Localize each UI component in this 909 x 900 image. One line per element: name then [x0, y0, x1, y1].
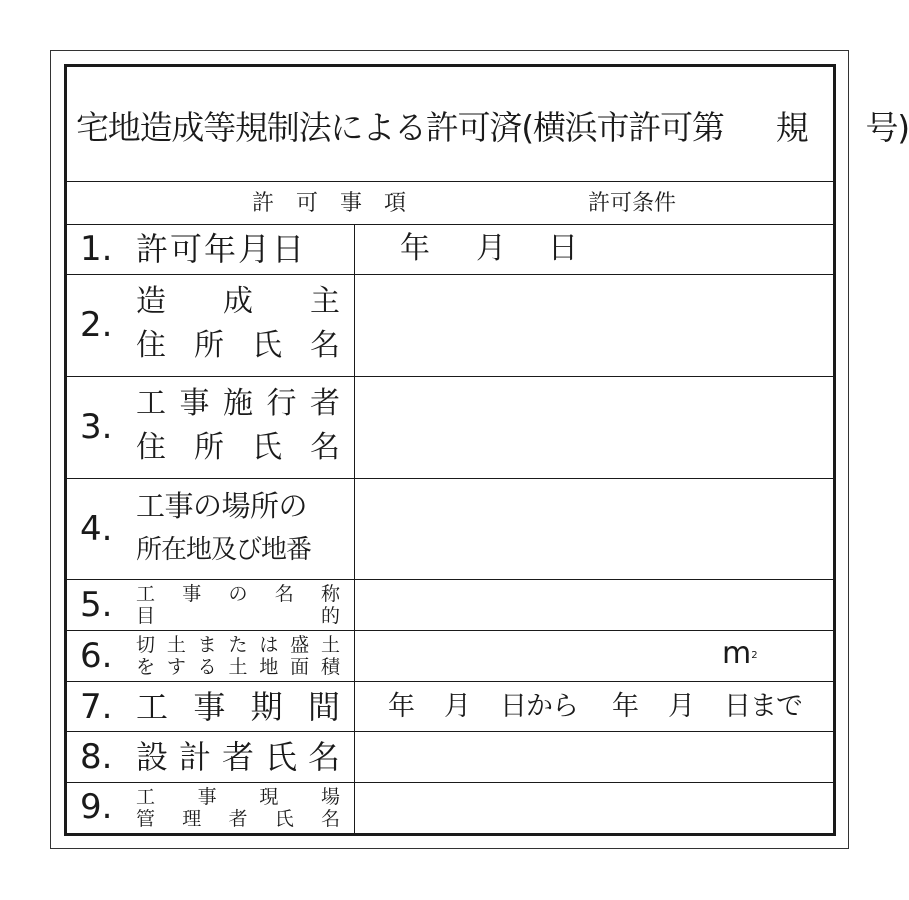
row-number: 5.	[80, 585, 113, 625]
label-char: た	[228, 634, 248, 656]
label-char: 切	[136, 634, 156, 656]
row-number: 2.	[80, 305, 113, 345]
row-label-line1	[136, 786, 340, 808]
divider-row2	[67, 376, 833, 377]
label-char: 施	[223, 386, 253, 421]
label-char: 者	[228, 808, 248, 830]
row-label-line2	[136, 605, 340, 627]
label-char: 名	[274, 583, 294, 605]
row-label: 許可年月日	[136, 230, 307, 268]
period-end-year: 年	[612, 691, 639, 722]
unit-superscript: 2	[751, 650, 758, 661]
divider-row5	[67, 630, 833, 631]
label-char: 計	[178, 738, 211, 776]
header-items: 許 可 事 項	[252, 191, 407, 216]
divider-row6	[67, 681, 833, 682]
label-char: 者	[310, 386, 340, 421]
label-char: 的	[320, 605, 340, 627]
period-end-day: 日まで	[724, 691, 802, 722]
label-char: 土	[228, 656, 248, 678]
row-label-line2	[136, 326, 340, 366]
label-char: 名	[307, 738, 340, 776]
label-char: 名	[310, 430, 340, 465]
label-char: 工	[136, 583, 156, 605]
unit-m: m	[722, 636, 752, 671]
label-char: 工	[136, 688, 169, 726]
divider-row3	[67, 478, 833, 479]
period-start-year: 年	[388, 691, 415, 722]
value-day: 日	[548, 231, 578, 266]
row-label-line2	[136, 656, 340, 678]
label-char: 地	[259, 656, 279, 678]
label-char: 工	[136, 386, 166, 421]
label-char: 所	[194, 430, 224, 465]
label-char: る	[197, 656, 217, 678]
area-unit	[722, 636, 758, 672]
period-start-month: 月	[444, 691, 471, 722]
label-char: 工	[136, 786, 156, 808]
label-char: す	[166, 656, 186, 678]
row-label-line1	[136, 282, 340, 322]
row-label-line1	[136, 634, 340, 656]
label-char: の	[228, 583, 248, 605]
label-char: 間	[307, 688, 340, 726]
label-char: 氏	[252, 328, 282, 363]
label-char: 積	[320, 656, 340, 678]
divider-row7	[67, 731, 833, 732]
label-char: 者	[221, 738, 254, 776]
label-char: 氏	[252, 430, 282, 465]
label-char: 盛	[290, 634, 310, 656]
label-char: 目	[136, 605, 156, 627]
label-char: 名	[310, 328, 340, 363]
divider-row4	[67, 579, 833, 580]
label-char: 期	[250, 688, 283, 726]
label-char: 現	[259, 786, 279, 808]
title-go: 号)	[865, 108, 909, 147]
label-char: 行	[266, 386, 297, 421]
label-char: 名	[320, 808, 340, 830]
label-char: 所	[194, 328, 224, 363]
label-char: 面	[290, 656, 310, 678]
label-char: 住	[136, 328, 166, 363]
label-char: 事	[197, 786, 217, 808]
row-number: 1.	[80, 229, 113, 269]
label-char: 住	[136, 430, 166, 465]
row-label-line2	[136, 808, 340, 830]
divider-header	[67, 224, 833, 225]
row-label	[136, 684, 340, 730]
title-main: 宅地造成等規制法による許可済(横浜市許可第	[76, 108, 724, 147]
row-label-line2	[136, 428, 340, 468]
sign-title	[76, 100, 909, 156]
divider-row8	[67, 782, 833, 783]
label-char: 事	[193, 688, 226, 726]
label-char: 称	[320, 583, 340, 605]
label-char: 管	[136, 808, 156, 830]
row-label-line2: 所在地及び地番	[136, 535, 312, 565]
row-number: 4.	[80, 509, 113, 549]
row-label	[136, 734, 340, 780]
label-char: 場	[320, 786, 340, 808]
row-label-line1	[136, 384, 340, 424]
divider-row1	[67, 274, 833, 275]
period-start-day: 日から	[500, 691, 578, 722]
row-label-line1	[136, 583, 340, 605]
label-char: 主	[310, 284, 340, 319]
header-conditions: 許可条件	[588, 191, 677, 216]
label-char: を	[136, 656, 156, 678]
label-char: 土	[166, 634, 186, 656]
value-year: 年	[400, 231, 430, 266]
divider-title	[67, 181, 833, 182]
row-number: 9.	[80, 787, 113, 827]
label-char: ま	[197, 634, 217, 656]
label-char: 事	[179, 386, 210, 421]
title-ki: 規	[775, 108, 808, 147]
value-month: 月	[476, 231, 506, 266]
label-char: 造	[136, 284, 166, 319]
row-number: 3.	[80, 407, 113, 447]
label-char: 氏	[274, 808, 294, 830]
row-number: 8.	[80, 737, 113, 777]
label-char: 理	[182, 808, 202, 830]
label-char: 事	[182, 583, 202, 605]
row-number: 6.	[80, 636, 113, 676]
row-label-line1: 工事の場所の	[136, 489, 308, 523]
label-char: 成	[223, 284, 253, 319]
label-char: 設	[136, 738, 169, 776]
column-divider	[354, 224, 355, 833]
label-char: は	[259, 634, 279, 656]
row-number: 7.	[80, 687, 113, 727]
period-end-month: 月	[668, 691, 695, 722]
label-char: 土	[320, 634, 340, 656]
label-char: 氏	[264, 738, 297, 776]
